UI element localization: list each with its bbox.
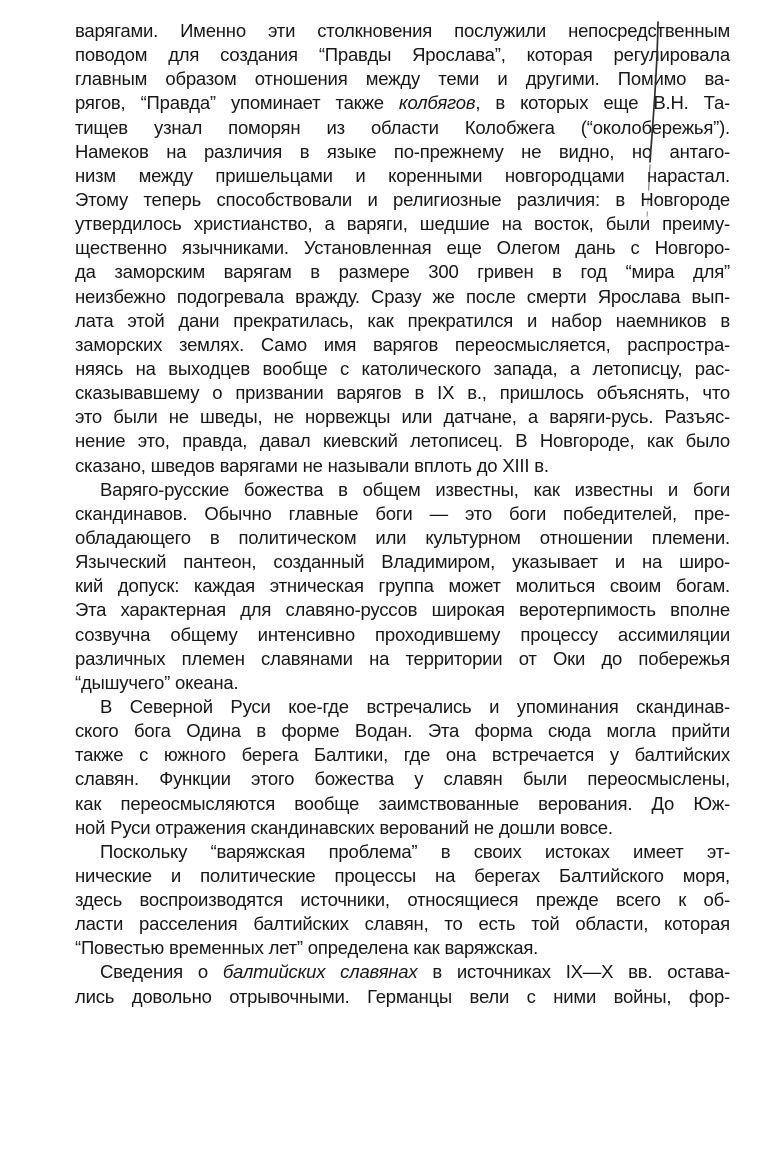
text-line	[75, 574, 730, 598]
text-line	[75, 816, 730, 840]
text-line	[75, 792, 730, 816]
italic-term: колбягов	[398, 92, 476, 114]
text-segment: неизбежно подогревала вражду. Сразу же после смерти Ярослава вып-	[75, 285, 730, 307]
text-segment: ной Руси отражения скандинавских верований не дошли вовсе.	[75, 816, 613, 838]
text-segment: кий допуск: каждая этническая группа может молиться своим богам.	[75, 575, 730, 597]
paragraph	[75, 960, 730, 1008]
text-line	[75, 550, 730, 574]
text-line	[75, 67, 730, 91]
paragraph	[75, 478, 730, 695]
text-segment: также с южного берега Балтики, где она встречается у балтийских	[75, 744, 730, 766]
text-segment: рягов, “Правда” упоминает также	[75, 92, 399, 114]
text-line	[75, 333, 730, 357]
text-segment: лата этой дани прекратилась, как прекратился и набор наемников в	[75, 309, 730, 331]
text-segment: , в которых еще В.Н. Та-	[475, 92, 730, 114]
text-segment: сказывавшему о призвании варягов в IX в., пришлось объяснять, что	[75, 382, 730, 404]
text-line	[75, 888, 730, 912]
text-segment: тищев узнал поморян из области Колобжега (“околобережья”).	[75, 116, 730, 138]
text-segment: славян. Функции этого божества у славян были переосмыслены,	[75, 768, 730, 790]
text-segment: В Северной Руси кое-где встречались и упоминания скандинав-	[100, 695, 730, 717]
text-line	[75, 598, 730, 622]
text-segment: Намеков на различия в языке по-прежнему не видно, но антаго-	[75, 140, 730, 162]
text-line	[75, 840, 730, 864]
text-line	[75, 936, 730, 960]
text-segment: обладающего в политическом или культурном отношении племени.	[75, 526, 730, 548]
text-segment: заморских землях. Само имя варягов переосмысляется, распростра-	[75, 333, 730, 355]
text-line	[75, 864, 730, 888]
text-segment: Варяго-русские божества в общем известны, как известны и боги	[100, 478, 730, 500]
text-segment: Сведения о	[100, 961, 223, 983]
text-line	[75, 260, 730, 284]
text-segment: как переосмысляются вообще заимствованные верования. До Юж-	[75, 792, 730, 814]
text-line	[75, 743, 730, 767]
text-line	[75, 960, 730, 984]
text-segment: Этому теперь способствовали и религиозные различия: в Новгороде	[75, 188, 730, 210]
text-segment: щественно язычниками. Установленная еще Олегом дань с Новгоро-	[75, 237, 730, 259]
text-segment: в источниках IX—X вв. остава-	[417, 961, 731, 983]
text-line	[75, 212, 730, 236]
text-segment: сказано, шведов варягами не называли вплоть до XIII в.	[75, 454, 549, 476]
text-segment: да заморским варягам в размере 300 гривен в год “мира для”	[75, 261, 730, 283]
text-line	[75, 381, 730, 405]
text-line	[75, 19, 730, 43]
text-segment: Эта характерная для славяно-руссов широкая веротерпимость вполне	[75, 599, 730, 621]
text-segment: ского бога Одина в форме Водан. Эта форма сюда могла прийти	[75, 720, 730, 742]
paragraph	[75, 840, 730, 961]
text-line	[75, 91, 730, 115]
text-line	[75, 188, 730, 212]
text-segment: “Повестью временных лет” определена как варяжская.	[75, 937, 539, 959]
text-segment: Поскольку “варяжская проблема” в своих истоках имеет эт-	[100, 840, 730, 862]
text-line	[75, 429, 730, 453]
text-segment: скандинавов. Обычно главные боги — это боги победителей, пре-	[75, 502, 730, 524]
text-line	[75, 309, 730, 333]
text-line	[75, 767, 730, 791]
text-line	[75, 526, 730, 550]
text-line	[75, 719, 730, 743]
text-segment: низм между пришельцами и коренными новгородцами нарастал.	[75, 164, 730, 186]
text-line	[75, 478, 730, 502]
text-block	[75, 19, 730, 1009]
text-segment: здесь воспроизводятся источники, относящиеся прежде всего к об-	[75, 889, 730, 911]
text-line	[75, 647, 730, 671]
text-segment: лись довольно отрывочными. Германцы вели с ними войны, фор-	[75, 985, 730, 1007]
text-line	[75, 140, 730, 164]
text-segment: главным образом отношения между теми и другими. Помимо ва-	[75, 68, 730, 90]
text-segment: созвучна общему интенсивно проходившему процессу ассимиляции	[75, 623, 730, 645]
paragraph	[75, 695, 730, 840]
text-line	[75, 985, 730, 1009]
text-segment: это были не шведы, не норвежцы или датчане, а варяги-русь. Разъяс-	[75, 406, 730, 428]
text-line	[75, 695, 730, 719]
text-line	[75, 912, 730, 936]
paragraph	[75, 19, 730, 478]
text-line	[75, 454, 730, 478]
italic-term: балтийских славянах	[222, 961, 418, 983]
text-line	[75, 236, 730, 260]
text-segment: нические и политические процессы на берегах Балтийского моря,	[75, 864, 730, 886]
text-line	[75, 164, 730, 188]
text-segment: различных племен славянами на территории от Оки до побережья	[75, 647, 730, 669]
text-segment: ласти расселения балтийских славян, то есть той области, которая	[75, 913, 730, 935]
text-segment: варягами. Именно эти столкновения послужили непосредственным	[75, 20, 730, 41]
text-line	[75, 405, 730, 429]
text-segment: поводом для создания “Правды Ярослава”, которая регулировала	[75, 44, 730, 66]
text-line	[75, 43, 730, 67]
text-line	[75, 285, 730, 309]
text-line	[75, 623, 730, 647]
text-segment: утвердилось христианство, а варяги, шедшие на восток, были преиму-	[75, 213, 730, 235]
text-line	[75, 116, 730, 140]
text-segment: “дышучего” океана.	[75, 671, 239, 693]
text-segment: Языческий пантеон, созданный Владимиром, указывает и на широ-	[75, 551, 730, 573]
text-segment: няясь на выходцев вообще с католического запада, а летописцу, рас-	[75, 357, 730, 379]
text-line	[75, 357, 730, 381]
text-line	[75, 671, 730, 695]
text-segment: нение это, правда, давал киевский летописец. В Новгороде, как было	[75, 430, 730, 452]
text-line	[75, 502, 730, 526]
